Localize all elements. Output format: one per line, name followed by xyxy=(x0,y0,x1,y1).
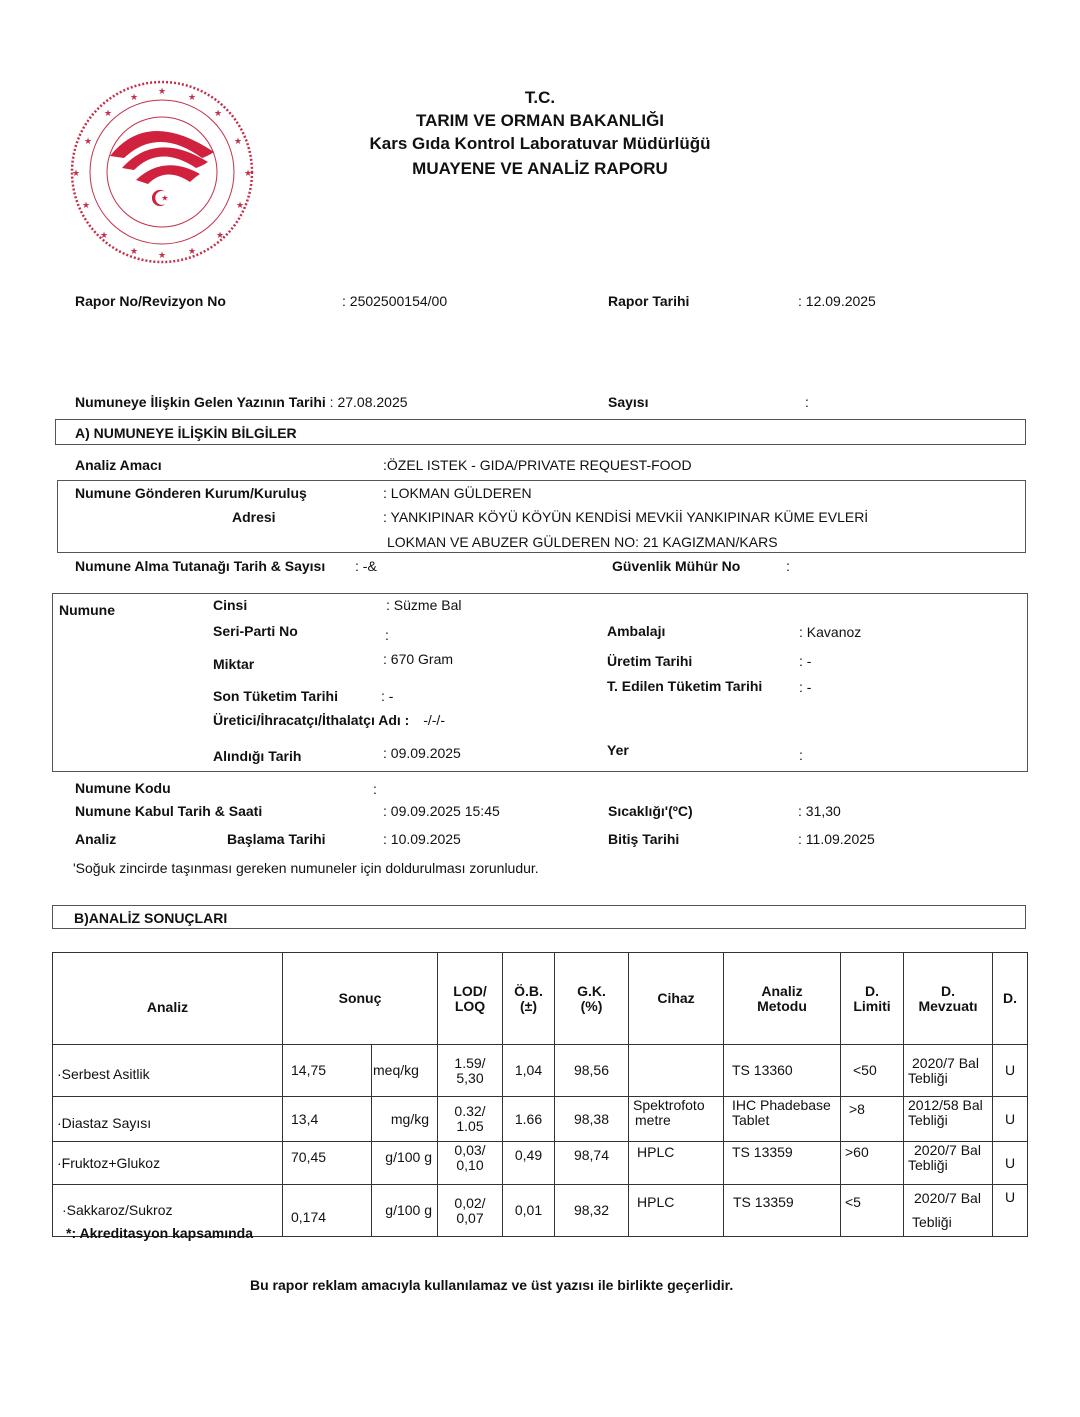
svg-text:★: ★ xyxy=(71,169,81,179)
sample-type-value: : Süzme Bal xyxy=(386,597,462,613)
device: Spektrofoto metre xyxy=(629,1097,724,1142)
analysis-name: ·Fruktoz+Glukoz xyxy=(53,1142,283,1185)
sample-title: Numune xyxy=(59,602,115,618)
seal-label: Güvenlik Mühür No xyxy=(612,558,741,574)
col-regulation: D. Mevzuatı xyxy=(904,953,993,1045)
producer-label: Üretici/İhracatçı/İthalatçı Adı : xyxy=(213,712,410,728)
svg-text:★: ★ xyxy=(188,93,197,103)
incoming-number-value: : xyxy=(805,394,809,410)
address-line2: LOKMAN VE ABUZER GÜLDEREN NO: 21 KAGIZMAN/KARS xyxy=(387,534,778,550)
section-a-title: A) NUMUNEYE İLİŞKİN BİLGİLER xyxy=(75,425,297,441)
sender-label: Numune Gönderen Kurum/Kuruluş xyxy=(75,485,307,501)
seal-value: : xyxy=(786,558,790,574)
result-value: 13,4 xyxy=(283,1097,372,1142)
svg-text:★: ★ xyxy=(157,251,167,261)
production-date-value: : - xyxy=(799,653,812,669)
report-no-value: : 2502500154/00 xyxy=(342,293,448,309)
table-row xyxy=(53,1142,1028,1185)
production-date-label: Üretim Tarihi xyxy=(607,653,693,669)
ministry-seal-icon xyxy=(68,78,256,266)
section-a-header xyxy=(55,419,1026,445)
decision: U xyxy=(993,1097,1028,1142)
accreditation-footnote: *: Akreditasyon kapsamında xyxy=(66,1225,253,1241)
confidence: 98,32 xyxy=(555,1185,629,1237)
analysis-name: ·Sakkaroz/Sukroz xyxy=(53,1185,283,1237)
limit: <5 xyxy=(841,1185,904,1237)
result-value: 0,174 xyxy=(283,1185,372,1237)
col-limit: D. Limiti xyxy=(841,953,904,1045)
col-confidence: G.K. (%) xyxy=(555,953,629,1045)
method: TS 13360 xyxy=(724,1045,841,1097)
limit: >60 xyxy=(841,1142,904,1185)
sender-value: : LOKMAN GÜLDEREN xyxy=(383,485,532,501)
incoming-date-row xyxy=(75,394,408,410)
lod-loq: 0,02/ 0,07 xyxy=(438,1185,503,1237)
start-date-label: Başlama Tarihi xyxy=(227,831,326,847)
svg-text:☪: ☪ xyxy=(150,187,170,212)
package-label: Ambalajı xyxy=(607,623,666,639)
lot-value: : xyxy=(385,627,389,643)
page-title: MUAYENE VE ANALİZ RAPORU xyxy=(412,159,668,178)
svg-text:★: ★ xyxy=(130,247,139,257)
ministry-name: TARIM VE ORMAN BAKANLIĞI xyxy=(415,111,665,130)
temperature-label: Sıcaklığı'(ºC) xyxy=(608,803,693,819)
method: TS 13359 xyxy=(724,1142,841,1185)
regulation: 2020/7 Bal Tebliği xyxy=(904,1142,993,1185)
svg-text:★: ★ xyxy=(84,137,93,147)
taken-date-value: : 09.09.2025 xyxy=(383,745,461,761)
sample-code-label: Numune Kodu xyxy=(75,780,171,796)
section-b-title: B)ANALİZ SONUÇLARI xyxy=(74,910,228,926)
confidence: 98,56 xyxy=(555,1045,629,1097)
accept-label: Numune Kabul Tarih & Saati xyxy=(75,803,263,819)
sampling-label: Numune Alma Tutanağı Tarih & Sayısı xyxy=(75,558,326,574)
uncertainty: 1,04 xyxy=(503,1045,555,1097)
start-date-value: : 10.09.2025 xyxy=(383,831,461,847)
svg-text:★: ★ xyxy=(82,201,91,211)
uncertainty: 0,49 xyxy=(503,1142,555,1185)
col-lod-loq: LOD/ LOQ xyxy=(438,953,503,1045)
method: TS 13359 xyxy=(724,1185,841,1237)
cold-chain-note: 'Soğuk zincirde taşınması gereken numuneler için doldurulması zorunludur. xyxy=(73,860,539,876)
lod-loq: 0.32/ 1.05 xyxy=(438,1097,503,1142)
col-analysis: Analiz xyxy=(53,953,283,1045)
purpose-value: :ÖZEL ISTEK - GIDA/PRIVATE REQUEST-FOOD xyxy=(383,457,692,473)
report-date-label: Rapor Tarihi xyxy=(608,293,690,309)
table-header-row xyxy=(53,953,1028,1045)
incoming-date-value: : 27.08.2025 xyxy=(329,394,408,410)
confidence: 98,38 xyxy=(555,1097,629,1142)
svg-text:★: ★ xyxy=(216,231,225,241)
sample-code-value: : xyxy=(373,781,377,797)
sampling-value: : -& xyxy=(355,558,377,574)
results-table xyxy=(52,952,1028,1237)
analysis-name: ·Serbest Asitlik xyxy=(53,1045,283,1097)
svg-text:★: ★ xyxy=(236,201,245,211)
place-label: Yer xyxy=(607,742,629,758)
table-row xyxy=(53,1045,1028,1097)
amount-value: : 670 Gram xyxy=(383,651,454,667)
footer-disclaimer: Bu rapor reklam amacıyla kullanılamaz ve üst yazısı ile birlikte geçerlidir. xyxy=(250,1277,734,1293)
table-row xyxy=(53,1097,1028,1142)
svg-text:★: ★ xyxy=(130,93,139,103)
sample-box xyxy=(52,593,1028,772)
col-d: D. xyxy=(993,953,1028,1045)
svg-text:★: ★ xyxy=(157,87,167,97)
lod-loq: 1.59/ 5,30 xyxy=(438,1045,503,1097)
sample-type-label: Cinsi xyxy=(213,597,248,613)
lod-loq: 0,03/ 0,10 xyxy=(438,1142,503,1185)
decision: U xyxy=(993,1045,1028,1097)
uncertainty: 1.66 xyxy=(503,1097,555,1142)
taken-date-label: Alındığı Tarih xyxy=(213,748,302,764)
svg-text:★: ★ xyxy=(243,169,253,179)
uncertainty: 0,01 xyxy=(503,1185,555,1237)
result-unit: meq/kg xyxy=(372,1045,438,1097)
limit: >8 xyxy=(841,1097,904,1142)
result-value: 70,45 xyxy=(283,1142,372,1185)
method: IHC Phadebase Tablet xyxy=(724,1097,841,1142)
analysis-name: ·Diastaz Sayısı xyxy=(53,1097,283,1142)
end-date-value: : 11.09.2025 xyxy=(798,831,875,847)
svg-text:★: ★ xyxy=(104,109,113,119)
lot-label: Seri-Parti No xyxy=(213,623,298,639)
col-device: Cihaz xyxy=(629,953,724,1045)
section-b-header xyxy=(52,905,1026,929)
decision: U xyxy=(993,1185,1028,1237)
expiry-label: Son Tüketim Tarihi xyxy=(213,688,338,704)
producer-value: -/-/- xyxy=(423,712,445,728)
svg-text:★: ★ xyxy=(234,137,243,147)
regulation: 2020/7 Bal Tebliği xyxy=(904,1185,993,1237)
analysis-label: Analiz xyxy=(75,831,117,847)
end-date-label: Bitiş Tarihi xyxy=(608,831,680,847)
decision: U xyxy=(993,1142,1028,1185)
address-line1: : YANKIPINAR KÖYÜ KÖYÜN KENDİSİ MEVKİİ YANKIPINAR KÜME EVLERİ xyxy=(383,509,869,525)
device xyxy=(629,1045,724,1097)
header-tc: T.C. xyxy=(524,88,556,107)
producer-row xyxy=(213,712,445,728)
best-before-label: T. Edilen Tüketim Tarihi xyxy=(607,678,763,694)
confidence: 98,74 xyxy=(555,1142,629,1185)
device: HPLC xyxy=(629,1185,724,1237)
lab-name: Kars Gıda Kontrol Laboratuvar Müdürlüğü xyxy=(369,134,711,153)
col-uncertainty: Ö.B. (±) xyxy=(503,953,555,1045)
incoming-number-label: Sayısı xyxy=(608,394,649,410)
temperature-value: : 31,30 xyxy=(798,803,841,819)
result-unit: g/100 g xyxy=(372,1185,438,1237)
accept-value: : 09.09.2025 15:45 xyxy=(383,803,500,819)
incoming-date-label: Numuneye İlişkin Gelen Yazının Tarihi xyxy=(75,394,326,410)
device: HPLC xyxy=(629,1142,724,1185)
limit: <50 xyxy=(841,1045,904,1097)
report-date-value: : 12.09.2025 xyxy=(798,293,876,309)
col-result: Sonuç xyxy=(283,953,438,1045)
svg-text:★: ★ xyxy=(214,109,223,119)
result-value: 14,75 xyxy=(283,1045,372,1097)
purpose-label: Analiz Amacı xyxy=(75,457,162,473)
address-label: Adresi xyxy=(232,509,276,525)
col-method: Analiz Metodu xyxy=(724,953,841,1045)
best-before-value: : - xyxy=(799,679,812,695)
result-unit: mg/kg xyxy=(372,1097,438,1142)
package-value: : Kavanoz xyxy=(799,624,862,640)
svg-text:★: ★ xyxy=(100,231,109,241)
regulation: 2020/7 Bal Tebliği xyxy=(904,1045,993,1097)
report-no-label: Rapor No/Revizyon No xyxy=(75,293,226,309)
amount-label: Miktar xyxy=(213,656,255,672)
expiry-value: : - xyxy=(381,688,394,704)
svg-text:★: ★ xyxy=(188,247,197,257)
regulation: 2012/58 Bal Tebliği xyxy=(904,1097,993,1142)
result-unit: g/100 g xyxy=(372,1142,438,1185)
place-value: : xyxy=(799,747,803,763)
